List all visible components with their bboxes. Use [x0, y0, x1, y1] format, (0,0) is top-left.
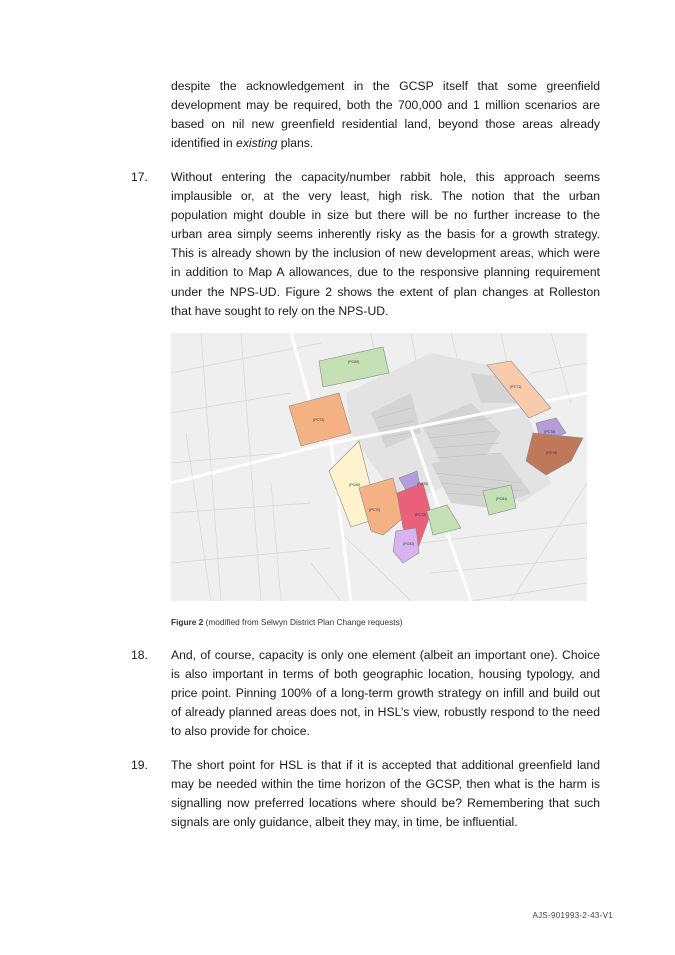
text-line [171, 134, 600, 153]
text-line: signals are only guidance, albeit they may, in time, be influential. [171, 815, 518, 830]
map-label: (PC82) [403, 542, 415, 546]
text-line: And, of course, capacity is only one element (albeit an important one). Choice [171, 648, 600, 662]
text-line: The short point for HSL is that if it is accepted that additional greenfield land [171, 758, 600, 772]
text-fragment: identified in [171, 136, 237, 151]
figure-caption [171, 617, 402, 627]
text-line: despite the acknowledgement in the GCSP itself that some greenfield [171, 79, 600, 93]
document-id-footer: AJS-901993-2-43-V1 [532, 911, 613, 920]
map-label: (PC78) [546, 451, 558, 455]
text-line: Without entering the capacity/number rabbit hole, this approach seems [171, 170, 600, 184]
figure-map [171, 333, 587, 601]
text-line: that have sought to rely on the NPS-UD. [171, 303, 389, 318]
text-line: based on nil new greenfield residential land, beyond those areas already [171, 117, 600, 132]
map-label: (PC72) [415, 513, 427, 517]
map-label: (PC71) [510, 385, 522, 389]
paragraph-18 [171, 646, 600, 741]
text-line: implausible or, at the very least, high risk. The notion that the urban [171, 189, 600, 204]
emphasis-text: existing [236, 136, 278, 151]
paragraph-number: 18. [131, 648, 148, 662]
text-line: to also provide for choice. [171, 724, 310, 739]
text-fragment: plans. [277, 136, 314, 151]
map-label: (PC80) [348, 360, 360, 364]
text-line: in addition to Map A allowances, due to the responsive planning requirement [171, 265, 600, 280]
text-line: urban area simply seems inherently risky as the basis for a growth strategy. [171, 227, 600, 242]
text-line: is also important in terms of both geographic location, housing typology, and [171, 667, 600, 682]
caption-label: Figure 2 [171, 617, 204, 627]
text-line: This is already shown by the inclusion of new development areas, which were [171, 246, 600, 261]
paragraph-17 [171, 168, 600, 321]
map-label: (PC76) [417, 482, 429, 486]
paragraph-number: 17. [131, 170, 148, 184]
map-label: (PC81) [496, 497, 508, 501]
text-line: signalling now preferred locations where should be? Remembering that such [171, 796, 600, 811]
text-line: development may be required, both the 700,000 and 1 million scenarios are [171, 98, 600, 113]
map-label: (PC70) [369, 508, 381, 512]
text-line: of already planned areas does not, in HSL’s view, robustly respond to the need [171, 705, 600, 720]
caption-text: (modified from Selwyn District Plan Change requests) [203, 617, 403, 627]
text-line: population might double in size but there will be no further increase to the [171, 208, 600, 223]
paragraph-continuation [171, 77, 600, 153]
paragraph-19 [171, 756, 600, 832]
map-label: (PC75) [544, 430, 556, 434]
text-line: under the NPS-UD. Figure 2 shows the extent of plan changes at Rolleston [171, 284, 600, 299]
text-line: may be needed within the time horizon of the GCSP, then what is the harm is [171, 777, 600, 792]
paragraph-number: 19. [131, 758, 148, 772]
text-line: price point. Pinning 100% of a long-term growth strategy on infill and build out [171, 686, 600, 701]
map-label: (PC73) [313, 418, 325, 422]
map-label: (PC66) [349, 483, 361, 487]
